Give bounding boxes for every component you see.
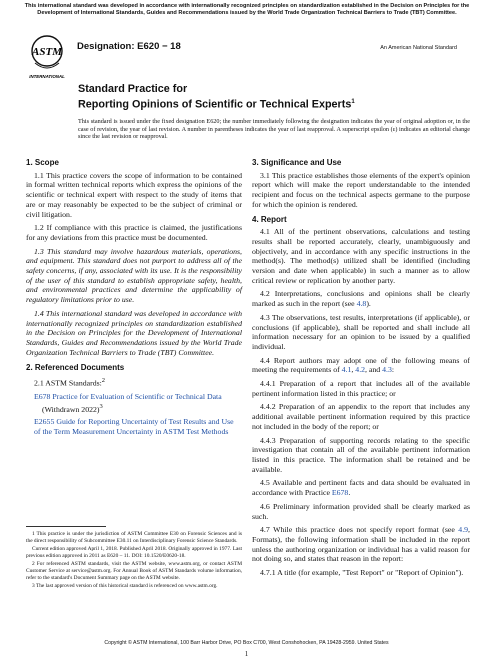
title-line-1: Standard Practice for bbox=[78, 83, 188, 95]
paragraph-4-2: 4.2 Interpretations, conclusions and opinions shall be clearly marked as such in the report (see 4.8). bbox=[252, 289, 470, 309]
copyright-footer: Copyright © ASTM International, 100 Barr Harbor Drive, PO Box C700, West Conshohocken, PA 19428-2959. United States bbox=[104, 640, 389, 646]
paragraph-4-4-1: 4.4.1 Preparation of a report that includes all of the available pertinent information listed in this practice; or bbox=[252, 379, 470, 398]
svg-text:ASTM: ASTM bbox=[32, 46, 62, 58]
page-number: 1 bbox=[244, 650, 249, 658]
reference-code-link[interactable]: E678 bbox=[34, 392, 51, 402]
cross-ref-link[interactable]: 4.2 bbox=[355, 365, 366, 375]
paragraph-2-1: 2.1 ASTM Standards:$^2$ bbox=[34, 377, 106, 388]
section-heading-referenced-documents: 2. Referenced Documents bbox=[26, 363, 125, 373]
title-footnote-ref[interactable]: 1 bbox=[351, 99, 355, 105]
cross-ref-link[interactable]: 4.3 bbox=[382, 365, 392, 375]
section-heading-significance: 3. Significance and Use bbox=[252, 158, 342, 167]
designation: Designation: E620 − 18 bbox=[77, 41, 181, 52]
footnote-2: 2 For referenced ASTM standards, visit the ASTM website, www.astm.org, or contact ASTM Customer Service at service@astm.org. For Annual Book of ASTM Standards volume information, refer to the standard's Document Summary page on the ASTM website. bbox=[26, 561, 242, 581]
paragraph-1-4: 1.4 This international standard was developed in accordance with internationally recognized principles on standardization established in the Decision on Principles for the Development of International Standards, Guides and Recommendations issued by the World Trade Organization Technical Barriers to Trade (TBT) Committee. bbox=[26, 308, 242, 357]
footnote-1: 1 This practice is under the jurisdiction of ASTM Committee E30 on Forensic Sciences and is the direct responsibility of Subcommittee E30.11 on Interdisciplinary Forensic Science Standards. bbox=[26, 531, 242, 544]
paragraph-1-1: 1.1 This practice covers the scope of information to be contained in formal written technical reports which express the opinions of the scientific or technical expert with respect to the study of items that are or may reasonably be expected to be the subject of criminal or civil litigation. bbox=[26, 170, 242, 219]
paragraph-4-4-3: 4.4.3 Preparation of supporting records relating to the specific investigation that contain all of the available pertinent information listed in this practice. The information shall be retained and be available. bbox=[252, 435, 470, 474]
footnote-1-edition: Current edition approved April 1, 2018. Published April 2018. Originally approved in 1977. Last previous edition approved in 2011 as E620 – 11. DOI: 10.1520/E0620-18. bbox=[26, 546, 242, 559]
cross-ref-link[interactable]: 4.9 bbox=[458, 525, 469, 535]
astm-logo-icon bbox=[27, 33, 67, 85]
issuance-note: This standard is issued under the fixed designation E620; the number immediately following the designation indicates the year of original adoption or, in the case of revision, the year of last revision. A number in parentheses indicates the year of last reapproval. A superscript epsilon (ε) indicates an editorial change since the last revision or reapproval. bbox=[78, 118, 470, 141]
reference-status: (Withdrawn 2022) bbox=[42, 404, 100, 414]
right-column bbox=[252, 158, 470, 582]
tbt-notice: This international standard was developed in accordance with internationally recognized principles on standardization established in the Decision on Principles for the Development of International Standards, Guides and Recommendations issued by the World Trade Organization Technical Barriers to Trade (TBT) Committee. bbox=[24, 3, 470, 16]
footnote-ref-2[interactable]: 2 bbox=[101, 377, 106, 385]
footnote-3: 3 The last approved version of this historical standard is referenced on www.astm.org. bbox=[32, 583, 218, 590]
svg-text:INTERNATIONAL: INTERNATIONAL bbox=[29, 74, 65, 79]
paragraph-4-4: 4.4 Report authors may adopt one of the following means of meeting the requirements of 4.1, 4.2, and 4.3: bbox=[252, 355, 470, 375]
paragraph-4-3: 4.3 The observations, test results, interpretations (if applicable), or conclusions (if applicable), shall be reported and shall include all information necessary for an opinion to be issued by a qualified individual. bbox=[252, 312, 470, 351]
reference-title-link[interactable]: Guide for Reporting Uncertainty of Test Results and Use of the Term Measurement Uncertainty in ASTM Test Methods bbox=[34, 417, 234, 437]
paragraph-1-3: 1.3 This standard may involve hazardous materials, operations, and equipment. This standard does not purport to address all of the safety concerns, if any, associated with its use. It is the responsibility of the user of this standard to establish appropriate safety, health, and environmental practices and determine the applicability of regulatory limitations prior to use. bbox=[26, 246, 242, 305]
reference-e678 bbox=[34, 392, 242, 414]
reference-e2655 bbox=[34, 417, 242, 436]
left-column bbox=[26, 158, 242, 440]
paragraph-4-1: 4.1 All of the pertinent observations, calculations and testing results shall be reported accurately, clearly, unambiguously and objectively, and in accordance with any specific instructions in the method(s). The method(s) utilized shall be identified (including version and date when applicable) in such a manner as to allow critical review or replication by another party. bbox=[252, 227, 470, 285]
paragraph-4-7: 4.7 While this practice does not specify report format (see 4.9, Formats), the following information shall be included in the report unless the authoring organization or individual has a valid reason for not doing so, and states that reason in the report: bbox=[252, 525, 470, 564]
paragraph-4-5: 4.5 Available and pertinent facts and data should be evaluated in accordance with Practice E678. bbox=[252, 478, 470, 498]
document-title bbox=[78, 83, 478, 112]
footnote-divider bbox=[26, 526, 106, 527]
footnotes bbox=[26, 531, 242, 592]
section-heading-scope: 1. Scope bbox=[26, 158, 59, 167]
paragraph-4-6: 4.6 Preliminary information provided shall be clearly marked as such. bbox=[252, 501, 470, 521]
paragraph-3-1: 3.1 This practice establishes those elements of the expert's opinion report which will make the report understandable to the intended recipient and focus on the technical aspects germane to the purpose for which the opinion is rendered. bbox=[252, 170, 470, 209]
cross-ref-link[interactable]: 4.1 bbox=[341, 365, 352, 375]
cross-ref-link[interactable]: E678 bbox=[331, 488, 349, 498]
footnote-ref-3[interactable]: 3 bbox=[99, 403, 103, 411]
reference-title-link[interactable]: Practice for Evaluation of Scientific or Technical Data bbox=[52, 392, 222, 402]
american-national-standard-label: An American National Standard bbox=[380, 45, 457, 51]
reference-code-link[interactable]: E2655 bbox=[34, 417, 55, 427]
title-line-2: Reporting Opinions of Scientific or Technical Experts$^1$ bbox=[78, 98, 355, 111]
cross-ref-link[interactable]: 4.8 bbox=[356, 299, 367, 309]
paragraph-1-2: 1.2 If compliance with this practice is claimed, the justifications for any deviations from this practice must be documented. bbox=[26, 223, 242, 242]
section-heading-report: 4. Report bbox=[252, 214, 287, 224]
paragraph-4-7-1: 4.7.1 A title (for example, "Test Report" or "Report of Opinion"). bbox=[260, 568, 464, 578]
paragraph-4-4-2: 4.4.2 Preparation of an appendix to the report that includes any additional available pertinent information required by this practice not included in the body of the report; or bbox=[252, 402, 470, 431]
